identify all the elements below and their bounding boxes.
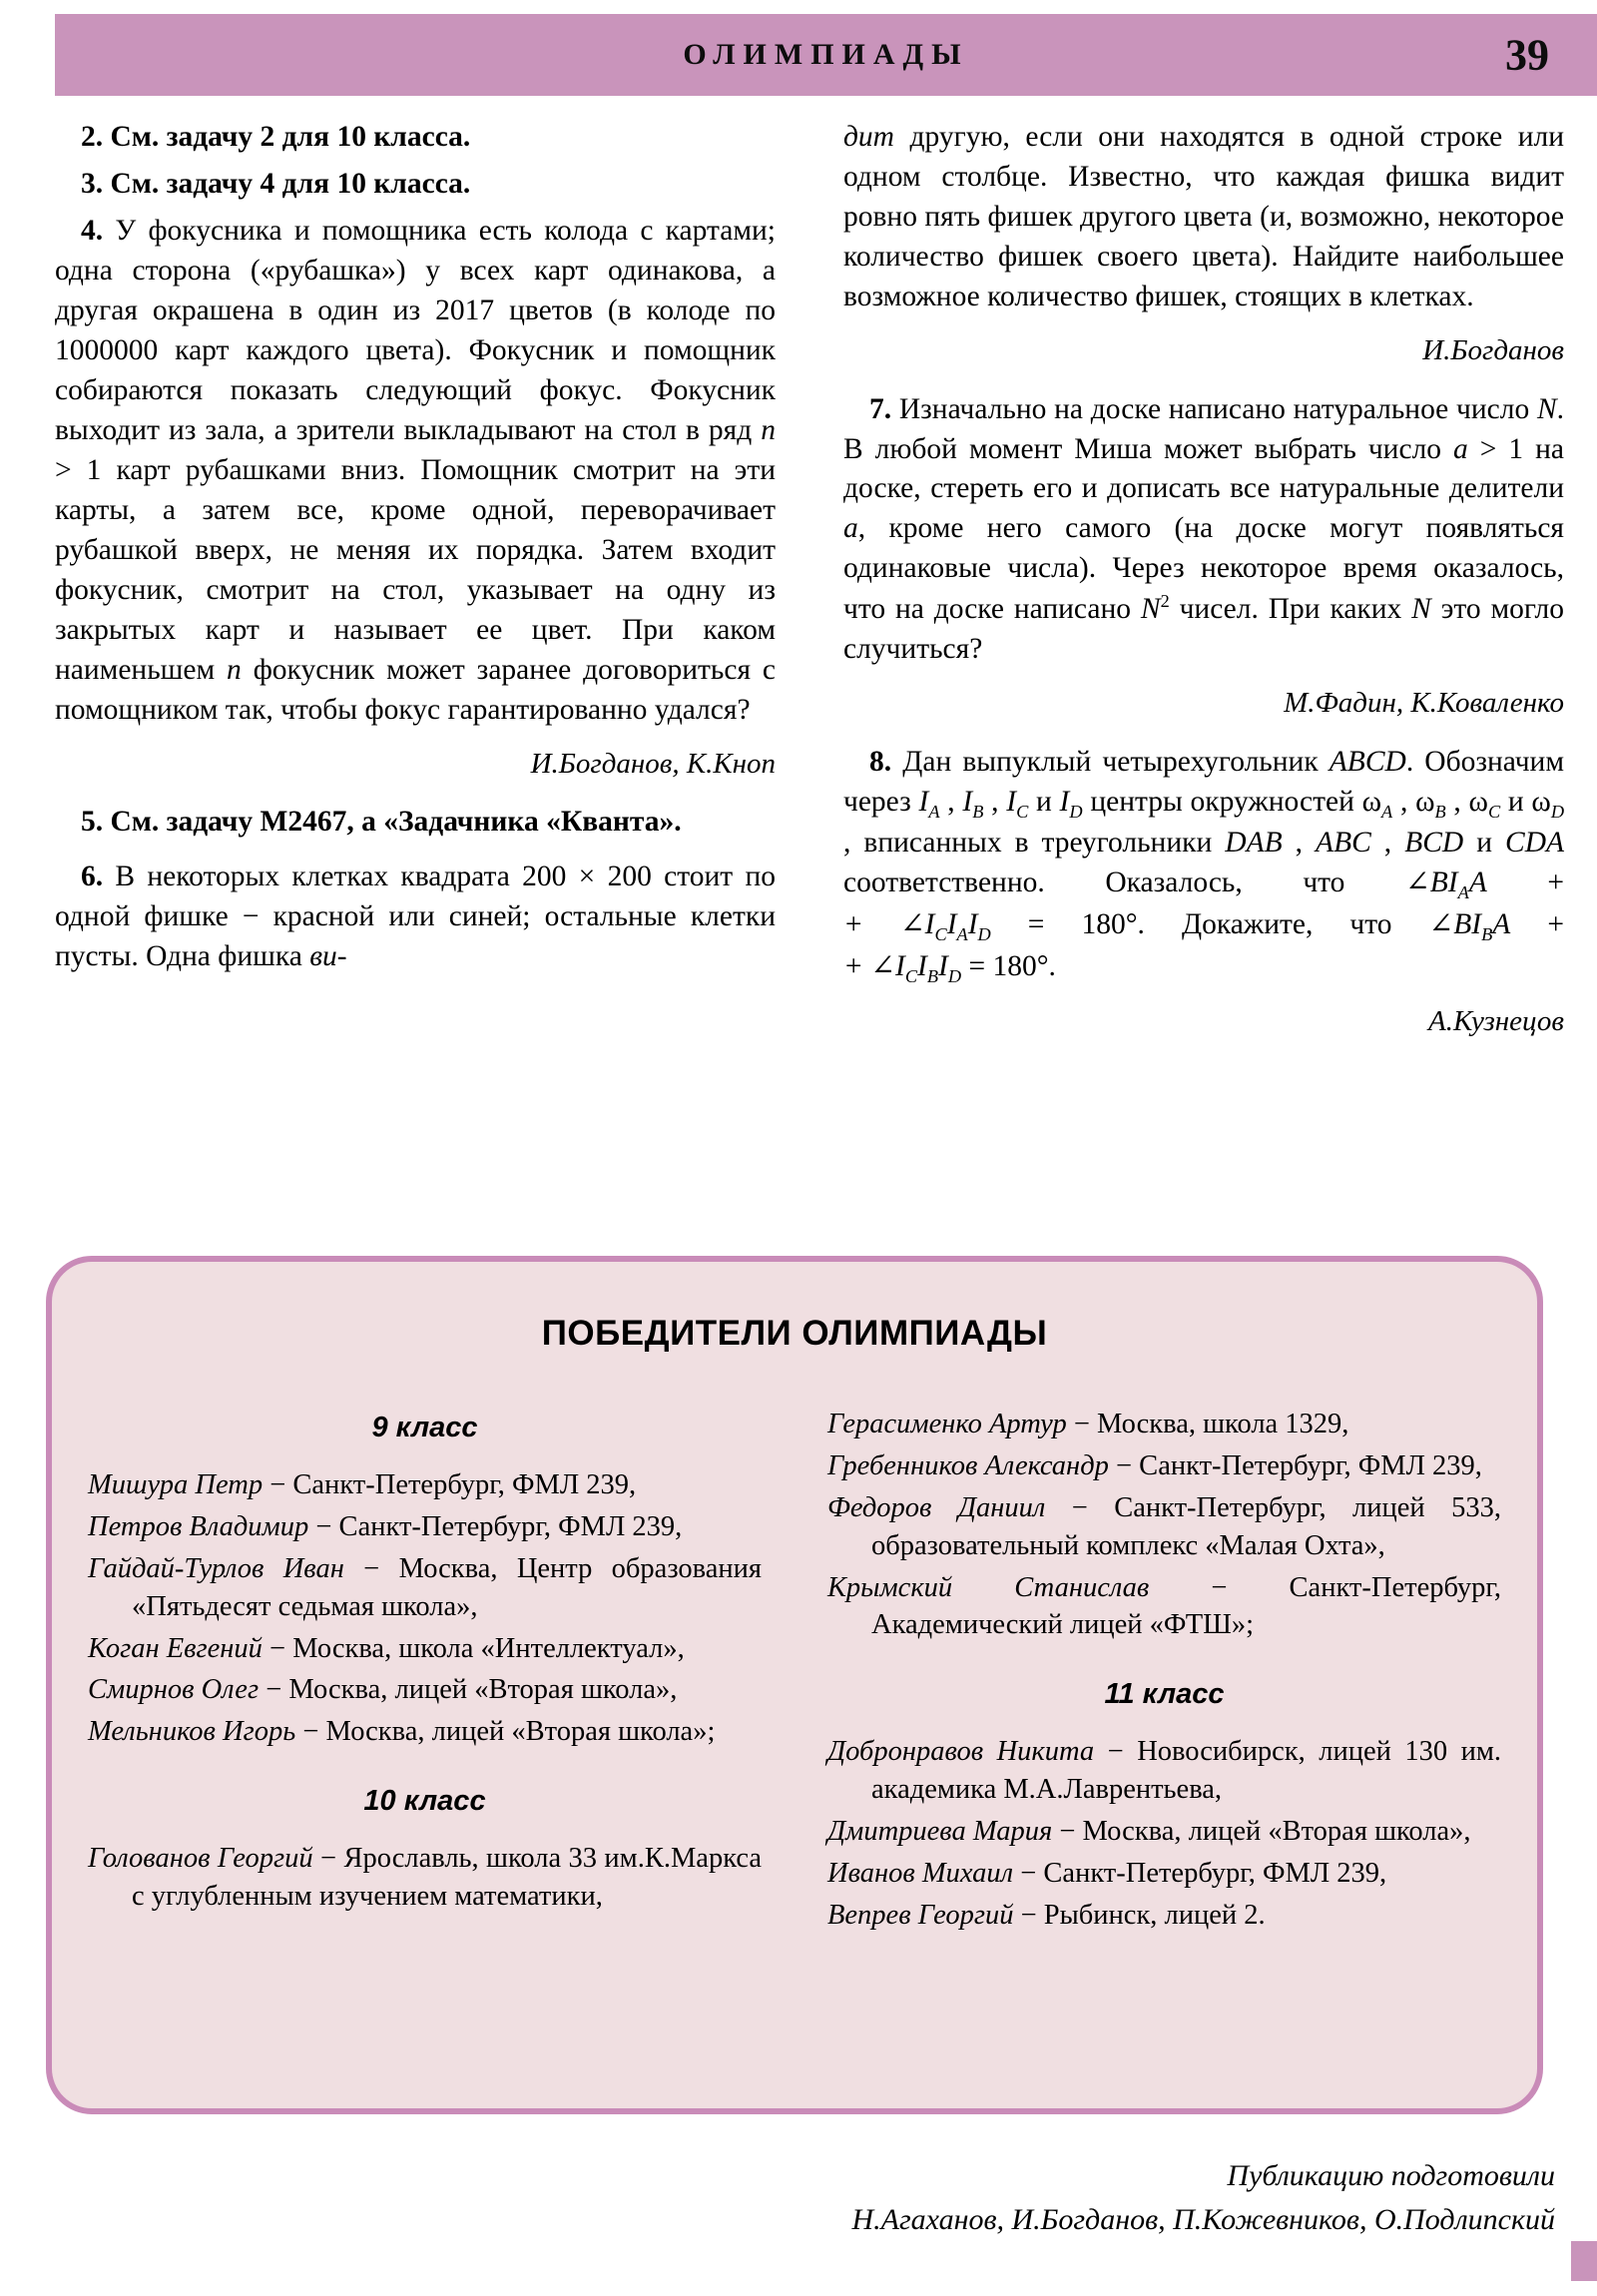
problem-7-body-e: чисел. При каких	[1169, 593, 1412, 626]
problem-8-IA-sub: A	[928, 801, 940, 822]
problem-7-body-b: . В любой момент Миша может выбрать число	[843, 392, 1564, 465]
problem-8-angle-2-sub-3: D	[977, 924, 991, 944]
winner-school: − Санкт-Петербург, ФМЛ 239,	[308, 1510, 683, 1542]
publication-credit-line-2: Н.Агаханов, И.Богданов, П.Кожевников, О.Подлипский	[851, 2202, 1555, 2236]
winner-name: Федоров Даниил	[827, 1491, 1046, 1523]
winner-entry	[88, 1671, 762, 1709]
winner-entry	[827, 1733, 1501, 1809]
problem-8-body-a: Дан выпуклый четырехугольник	[891, 745, 1330, 778]
winner-name: Гайдай-Турлов Иван	[88, 1552, 344, 1584]
problem-8-IB-sub: B	[972, 801, 984, 822]
problem-8-body-e: соответственно. Оказалось, что	[843, 866, 1405, 899]
winner-school: − Санкт-Петербург, лицей 533, образовательный комплекс «Малая Охта»,	[871, 1491, 1501, 1561]
problem-8-angle-3-end: A	[1492, 908, 1511, 941]
publication-credit	[457, 2154, 1555, 2241]
problem-8-omega-B-sub: B	[1434, 801, 1446, 822]
winner-name: Мельников Игорь	[88, 1716, 296, 1748]
winner-name: Иванов Михаил	[827, 1858, 1014, 1890]
problem-8-IB: I	[962, 785, 973, 818]
problem-4	[55, 212, 776, 731]
winners-left-column	[88, 1406, 762, 1939]
publication-credit-line-1: Публикацию подготовили	[1227, 2159, 1555, 2192]
problem-7-var-a2: a	[843, 512, 858, 545]
problems-left-column	[55, 118, 776, 1061]
winner-entry	[827, 1855, 1501, 1893]
problem-6-cont-italic-head: дит	[843, 121, 894, 153]
winner-name: Мишура Петр	[88, 1469, 264, 1500]
problem-4-body-c: фокусник может заранее договориться с помощником так, чтобы фокус гарантированно удался?	[55, 653, 776, 726]
problem-8-tri-and: и	[1463, 827, 1506, 860]
problem-8-angle-2-sub-2: A	[956, 924, 968, 944]
winner-school: − Санкт-Петербург, ФМЛ 239,	[263, 1469, 637, 1500]
winner-entry	[827, 1813, 1501, 1851]
problem-8-sep-3: ,	[1392, 785, 1416, 818]
problem-8-angle-2: + ∠I	[843, 908, 935, 941]
winner-school: − Москва, лицей «Вторая школа»,	[259, 1674, 678, 1706]
problem-8-equals-1: = 180°.	[990, 908, 1145, 941]
winner-entry	[88, 1508, 762, 1546]
problem-6-body: В некоторых клетках квадрата 200 × 200 стоит по одной фишке − красной или синей; остальные клетки пусты. Одна фишка	[55, 861, 776, 973]
problem-8-omega-C-sub: C	[1487, 801, 1501, 822]
problem-8-angle-3-sub: B	[1481, 924, 1493, 944]
winner-entry	[88, 1713, 762, 1751]
winner-school: − Рыбинск, лицей 2.	[1013, 1899, 1266, 1931]
problem-6	[55, 858, 776, 977]
problem-3-text: 3. См. задачу 4 для 10 класса.	[81, 167, 471, 200]
winner-school: − Санкт-Петербург, Академический лицей «ФТШ»;	[871, 1571, 1501, 1641]
winner-name: Герасименко Артур	[827, 1409, 1067, 1439]
winner-entry	[827, 1569, 1501, 1645]
problem-7-number: 7.	[869, 392, 892, 425]
page-number: 39	[1505, 30, 1549, 80]
page-corner-mark	[1571, 2241, 1597, 2281]
winner-school: − Москва, лицей «Вторая школа»,	[1052, 1816, 1471, 1848]
problems-columns	[55, 118, 1564, 1061]
problem-8-angle-1: ∠BI	[1405, 866, 1458, 899]
problem-7-var-a: a	[1453, 432, 1468, 465]
problem-8-quad-abcd: ABCD	[1329, 745, 1406, 778]
problem-8-sep-4: ,	[1445, 785, 1469, 818]
winner-entry	[827, 1897, 1501, 1935]
problem-8-IC: I	[1006, 785, 1017, 818]
problem-7-body-a: Изначально на доске написано натуральное число	[891, 392, 1537, 425]
winner-name: Петров Владимир	[88, 1510, 309, 1542]
problem-4-body-a: У фокусника и помощника есть колода с картами; одна сторона («рубашка») у всех карт одинакова, а другая окрашена в один из 2017 цветов (в колоде по 1000000 карт каждого цвета). Фокусник и помощник собираются показать следующий фокус. Фокусник выходит из зала, а зрители выкладывают на стол в ряд	[55, 214, 776, 446]
problem-8-and: и	[1028, 785, 1060, 818]
problem-2-text: 2. См. задачу 2 для 10 класса.	[81, 121, 471, 153]
problem-8-and-2: и	[1500, 785, 1532, 818]
problem-4-var-n: n	[761, 413, 776, 446]
winners-panel-title: ПОБЕДИТЕЛИ ОЛИМПИАДЫ	[541, 1314, 1048, 1353]
winner-name: Дмитриева Мария	[827, 1816, 1053, 1848]
problem-6-attribution: И.Богданов	[1422, 333, 1564, 366]
problem-8-angle-4-sub-1: C	[904, 965, 918, 986]
problem-8-omega-A: ω	[1361, 785, 1382, 818]
winner-name: Добронравов Никита	[827, 1736, 1095, 1768]
problem-8-omega-D-sub: D	[1550, 801, 1565, 822]
winner-name: Гребенников Александр	[827, 1449, 1109, 1481]
problem-6-cont-body: другую, если они находятся в одной строке или одном столбце. Известно, что каждая фишка видит ровно пять фишек другого цвета (и, возможно, некоторое количество фишек своего цвета). Найдите наибольшее возможное количество фишек, стоящих в клетках.	[843, 121, 1564, 312]
problem-8-angle-4-mid-2: I	[938, 949, 948, 982]
problem-8-omega-C: ω	[1468, 785, 1488, 818]
winner-school: − Ярославль, школа 33 им.К.Маркса с углубленным изучением математики,	[132, 1843, 762, 1913]
problem-8-IC-sub: C	[1016, 801, 1029, 822]
problem-5-text: 5. См. задачу М2467, а «Задачника «Кванта».	[81, 806, 682, 839]
problem-8-IA: I	[918, 785, 929, 818]
problem-8-ID-sub: D	[1069, 801, 1083, 822]
problem-8-sep-2: ,	[983, 785, 1007, 818]
problem-7-exponent: 2	[1160, 591, 1170, 612]
winner-entry	[827, 1489, 1501, 1565]
winner-school: − Москва, школа 1329,	[1066, 1409, 1349, 1439]
problem-8-attribution: А.Кузнецов	[1428, 1005, 1564, 1038]
problem-8	[843, 743, 1564, 989]
problem-8-body-f: Докажите, что	[1144, 908, 1429, 941]
winner-entry	[88, 1840, 762, 1916]
problem-8-tri-sep-1: ,	[1282, 827, 1317, 860]
problem-8-angle-2-mid: I	[946, 908, 957, 941]
problem-6-number: 6.	[81, 861, 104, 893]
problem-8-plus-2: +	[1510, 908, 1564, 941]
winner-school: − Москва, школа «Интеллектуал»,	[262, 1632, 685, 1664]
winner-entry	[827, 1406, 1501, 1443]
problem-7-var-N3: N	[1411, 593, 1431, 626]
winner-entry	[88, 1550, 762, 1626]
problem-8-angle-4-sub-2: B	[926, 965, 939, 986]
problem-8-body-d: , вписанных в треугольники	[843, 827, 1226, 860]
winner-entry	[827, 1447, 1501, 1485]
problems-right-column	[843, 118, 1564, 1061]
problem-8-angle-1-sub: A	[1457, 882, 1469, 903]
problem-4-attribution: И.Богданов, К.Кноп	[530, 747, 776, 780]
problem-8-plus-1: +	[1486, 866, 1564, 899]
problem-8-angle-3: ∠BI	[1428, 908, 1482, 941]
problem-7-body-f: это могло случиться?	[843, 593, 1565, 666]
problem-6-continuation	[843, 118, 1564, 317]
problem-8-tri-sep-2: ,	[1370, 827, 1405, 860]
problem-8-omega-D: ω	[1531, 785, 1551, 818]
winner-school: − Москва, лицей «Вторая школа»;	[295, 1716, 716, 1748]
problem-3	[55, 165, 776, 205]
winners-columns	[52, 1406, 1537, 1939]
grade-heading-11: 11 класс	[1104, 1678, 1225, 1711]
problem-6-italic-tail: ви-	[309, 940, 347, 973]
problem-7	[843, 390, 1564, 671]
problem-8-angle-2-mid-2: I	[967, 908, 978, 941]
problem-8-triangle-4: CDA	[1505, 827, 1565, 860]
problem-7-attribution: М.Фадин, К.Коваленко	[1284, 687, 1564, 720]
winner-name: Смирнов Олег	[88, 1674, 260, 1706]
problem-7-body-d: , кроме него самого (на доске могут появляться одинаковые числа). Через некоторое время оказалось, что на доске написано	[843, 512, 1564, 626]
problem-8-omega-A-sub: A	[1381, 801, 1393, 822]
winners-right-column	[827, 1406, 1501, 1939]
winner-school: − Санкт-Петербург, ФМЛ 239,	[1013, 1858, 1387, 1890]
page-header-band	[55, 14, 1597, 96]
problem-8-number: 8.	[869, 745, 892, 778]
problem-8-angle-1-end: A	[1468, 866, 1487, 899]
problem-4-var-n2: n	[227, 653, 242, 686]
problem-8-angle-4-mid: I	[917, 949, 927, 982]
page-title: ОЛИМПИАДЫ	[683, 38, 969, 71]
grade-heading-9: 9 класс	[371, 1412, 478, 1443]
winner-school: − Новосибирск, лицей 130 им. академика М.А.Лаврентьева,	[871, 1736, 1501, 1806]
problem-8-omega-B: ω	[1415, 785, 1435, 818]
problem-8-angle-2-sub-1: C	[934, 924, 947, 944]
problem-8-body-c: центры окружностей	[1082, 785, 1362, 818]
problem-8-body-b: . Обозначим через	[843, 745, 1564, 818]
winner-entry	[88, 1630, 762, 1668]
problem-7-var-N2: N	[1140, 593, 1161, 626]
olympiad-winners-panel	[46, 1256, 1543, 2114]
problem-8-triangle-1: DAB	[1225, 827, 1283, 860]
problem-8-equals-2: = 180°.	[961, 949, 1056, 982]
winner-entry	[88, 1466, 762, 1504]
winner-school: − Москва, Центр образования «Пятьдесят седьмая школа»,	[132, 1552, 762, 1622]
winner-name: Голованов Георгий	[88, 1843, 313, 1875]
problem-8-triangle-2: ABC	[1316, 827, 1371, 860]
winner-school: − Санкт-Петербург, ФМЛ 239,	[1108, 1449, 1482, 1481]
problem-7-body-c: > 1 на доске, стереть его и дописать все натуральные делители	[843, 432, 1564, 505]
problem-8-ID: I	[1059, 785, 1070, 818]
problem-8-sep-1: ,	[939, 785, 963, 818]
problem-4-number: 4.	[81, 214, 104, 247]
winner-name: Крымский Станислав	[827, 1571, 1150, 1603]
problem-5	[55, 803, 776, 843]
problem-8-triangle-3: BCD	[1404, 827, 1464, 860]
grade-heading-10: 10 класс	[363, 1785, 486, 1818]
problem-2	[55, 118, 776, 158]
problem-4-body-b: > 1 карт рубашками вниз. Помощник смотрит на эти карты, а затем все, кроме одной, переворачивает рубашкой вверх, не меняя их порядка. Затем входит фокусник, смотрит на стол, указывает на одну из закрытых карт и называет ее цвет. При каком наименьшем	[55, 453, 776, 686]
winner-name: Коган Евгений	[88, 1632, 263, 1664]
problem-7-var-N: N	[1536, 392, 1557, 425]
winner-name: Вепрев Георгий	[827, 1899, 1014, 1931]
problem-8-angle-4-sub-3: D	[947, 965, 962, 986]
problem-8-angle-4: + ∠I	[843, 949, 905, 982]
